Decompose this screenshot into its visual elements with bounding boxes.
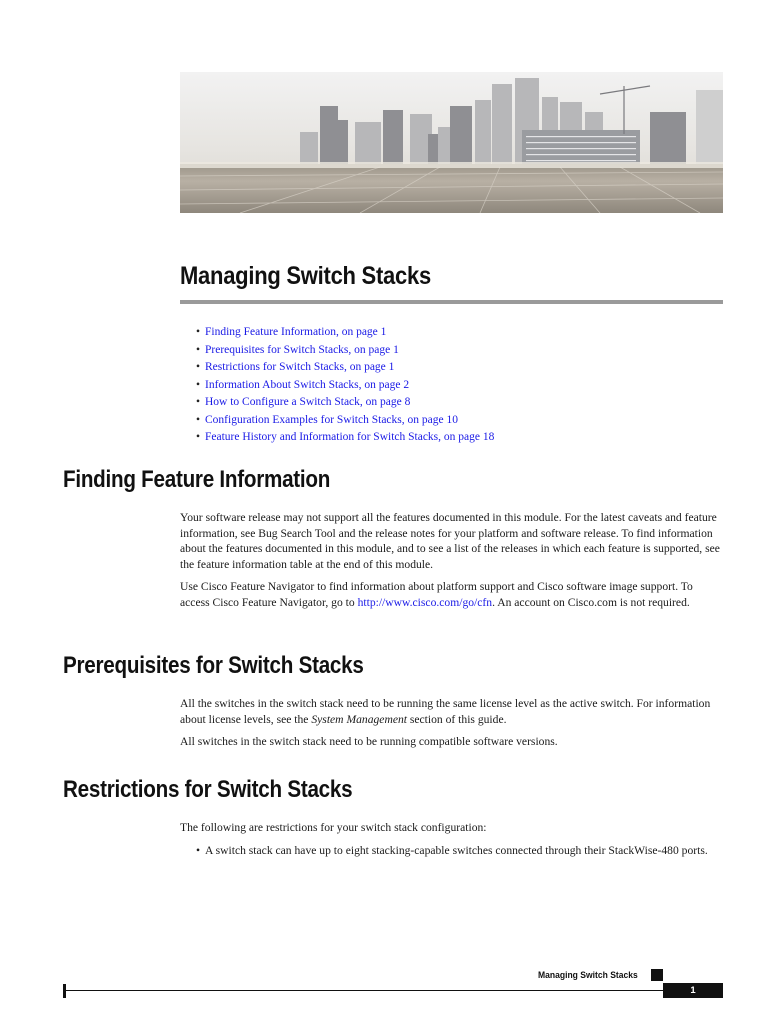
table-of-contents xyxy=(196,324,494,447)
footer-chapter-title: Managing Switch Stacks xyxy=(538,970,638,981)
footer-marker-block xyxy=(651,969,663,981)
toc-link-feature-history[interactable]: Feature History and Information for Switch Stacks, on page 18 xyxy=(205,431,495,443)
toc-link-how-to-configure[interactable]: How to Configure a Switch Stack, on page 8 xyxy=(205,396,411,408)
prerequisites-paragraph-1: All the switches in the switch stack need to be running the same license level as the active switch. For information about license levels, see the System Management section of this guide. xyxy=(180,697,711,726)
footer-left-tick xyxy=(63,984,66,998)
city-skyline-banner-image xyxy=(180,72,723,213)
restrictions-bullet-1: • A switch stack can have up to eight stacking-capable switches connected through their StackWise-480 ports. xyxy=(196,844,708,857)
heading-restrictions: Restrictions for Switch Stacks xyxy=(63,776,353,803)
footer-page-number: 1 xyxy=(663,983,723,998)
chapter-title: Managing Switch Stacks xyxy=(180,262,431,290)
toc-item: • Restrictions for Switch Stacks, on page 1 xyxy=(196,361,395,373)
toc-item: • Prerequisites for Switch Stacks, on page 1 xyxy=(196,343,399,356)
heading-prerequisites: Prerequisites for Switch Stacks xyxy=(63,652,364,679)
toc-link-restrictions[interactable]: Restrictions for Switch Stacks, on page 1 xyxy=(205,361,395,373)
restrictions-paragraph-1: The following are restrictions for your switch stack configuration: xyxy=(180,821,487,834)
toc-item: • Feature History and Information for Switch Stacks, on page 18 xyxy=(196,431,495,443)
finding-paragraph-1: Your software release may not support all the features documented in this module. For the latest caveats and feature information, see Bug Search Tool and the release notes for your platform and software release. To find information about the features documented in this module, and to see a list of the releases in which each feature is supported, see the feature information table at the end of this module. xyxy=(180,511,720,571)
toc-item: • Information About Switch Stacks, on page 2 xyxy=(196,378,410,391)
toc-link-prerequisites[interactable]: Prerequisites for Switch Stacks, on page 1 xyxy=(205,343,399,356)
footer-rule xyxy=(66,990,664,991)
toc-link-information[interactable]: Information About Switch Stacks, on page 2 xyxy=(205,378,410,391)
toc-link-finding[interactable]: Finding Feature Information, on page 1 xyxy=(205,326,387,338)
toc-item: • Configuration Examples for Switch Stacks, on page 10 xyxy=(196,413,458,426)
finding-paragraph-2: Use Cisco Feature Navigator to find information about platform support and Cisco software image support. To access Cisco Feature Navigator, go to http://www.cisco.com/go/cfn. An account on Cisco.com is not required. xyxy=(180,580,693,609)
toc-item: • Finding Feature Information, on page 1 xyxy=(196,326,387,338)
prerequisites-paragraph-2: All switches in the switch stack need to be running compatible software versions. xyxy=(180,735,558,748)
heading-finding-feature-information: Finding Feature Information xyxy=(63,466,331,493)
cisco-feature-navigator-link[interactable]: http://www.cisco.com/go/cfn xyxy=(357,595,493,609)
toc-link-configuration-examples[interactable]: Configuration Examples for Switch Stacks, on page 10 xyxy=(205,413,458,426)
toc-item: • How to Configure a Switch Stack, on page 8 xyxy=(196,396,411,408)
title-divider xyxy=(180,300,723,304)
